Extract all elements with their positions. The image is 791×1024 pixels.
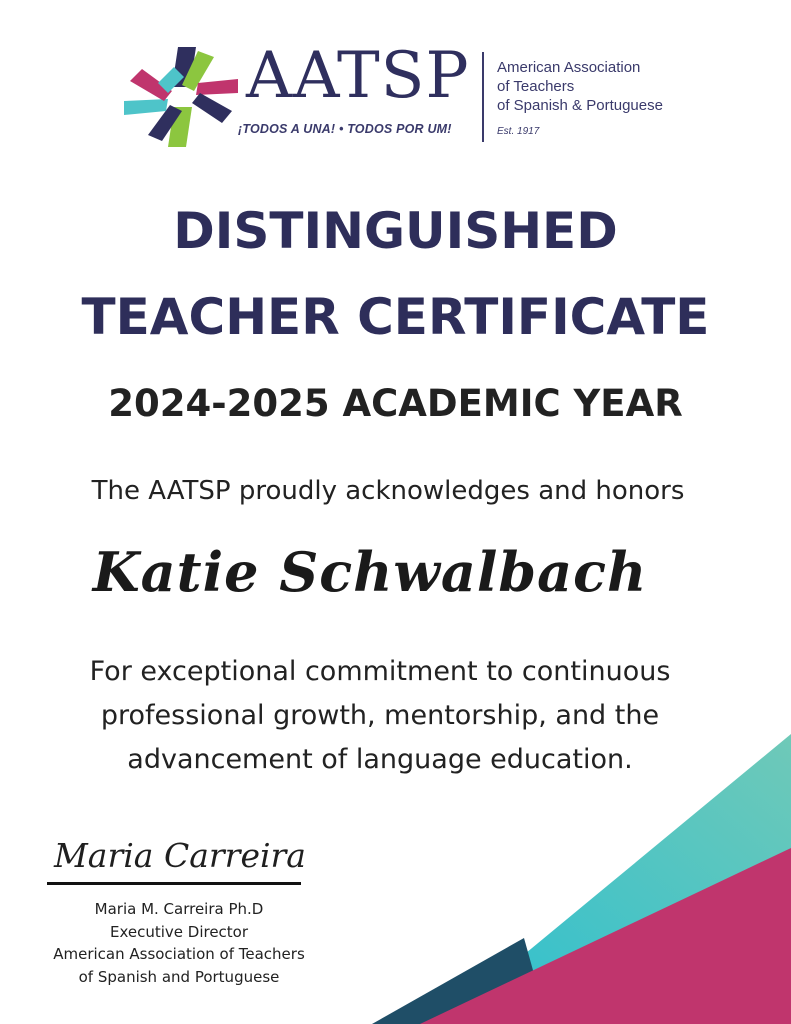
intro-text: The AATSP proudly acknowledges and honors bbox=[91, 476, 685, 506]
logo-org-line: American Association bbox=[497, 59, 641, 76]
citation-text bbox=[0, 650, 760, 782]
certificate-title-line2: TEACHER CERTIFICATE bbox=[81, 288, 710, 346]
recipient-name: Katie Schwalbach bbox=[92, 540, 648, 604]
logo-org-line: of Spanish & Portuguese bbox=[497, 97, 663, 114]
citation-line: professional growth, mentorship, and the bbox=[100, 700, 660, 731]
signer-title: Executive Director bbox=[109, 922, 249, 941]
academic-year: 2024-2025 ACADEMIC YEAR bbox=[108, 382, 683, 425]
signature-line bbox=[47, 882, 301, 885]
signer-block bbox=[20, 898, 338, 988]
logo-divider bbox=[482, 52, 484, 142]
pinwheel-icon bbox=[122, 44, 242, 150]
signer-name: Maria M. Carreira Ph.D bbox=[94, 900, 264, 918]
logo-wordmark: AATSP bbox=[246, 39, 470, 113]
logo-org-name bbox=[497, 58, 663, 115]
logo-established: Est. 1917 bbox=[497, 126, 540, 137]
citation-line: advancement of language education. bbox=[127, 744, 633, 775]
signature: Maria Carreira bbox=[54, 836, 306, 875]
signer-org: of Spanish and Portuguese bbox=[78, 967, 280, 986]
citation-line: For exceptional commitment to continuous bbox=[89, 656, 671, 687]
certificate-title-line1: DISTINGUISHED bbox=[173, 202, 618, 260]
signer-org: American Association of Teachers bbox=[53, 945, 305, 963]
logo-tagline: ¡TODOS A UNA! • TODOS POR UM! bbox=[238, 122, 452, 136]
logo-org-line: of Teachers bbox=[497, 78, 575, 95]
